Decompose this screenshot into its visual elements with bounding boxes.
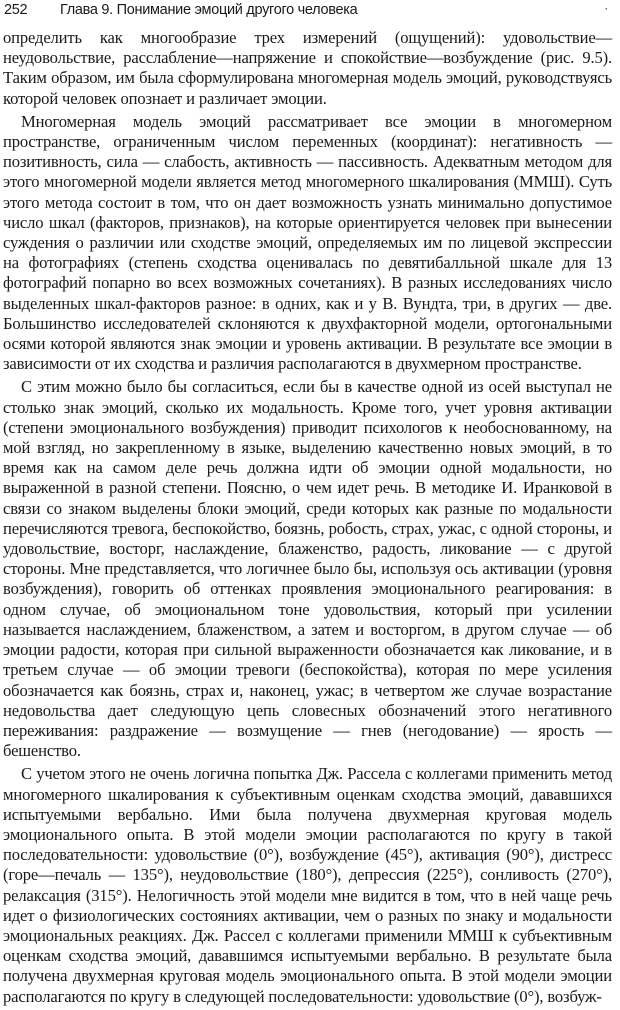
running-head (4, 0, 612, 26)
page-number: 252 (4, 2, 28, 18)
paragraph-modality: С этим можно было бы согласиться, если бы в качестве одной из осей выступал не столько знак эмоций, сколько их модальность. Кроме того, учет уровня активации (степени эмоционального возбуждения) приводит психологов к необоснованному, на мой взгляд, но закрепленному в языке, выделению качественно новых эмоций, в то время как на самом деле речь должна идти об эмоции одной модальности, но выраженной в разной степени. Поясню, о чем идет речь. В методике И. Иранковой в связи со знаком выделены блоки эмоций, среди которых как разные по модальности перечисляются тревога, беспокойство, боязнь, робость, страх, ужас, с одной стороны, и удовольствие, восторг, наслаждение, блаженство, радость, ликование — с другой стороны. Мне представляется, что логичнее было бы, используя ось активации (уровня возбуждения), говорить об оттенках проявления эмоционального реагирования: в одном случае, об эмоциональном тоне удовольствия, который при усилении называется наслаждением, блаженством, а затем и восторгом, в другом случае — об эмоции радости, которая при сильной выраженности обозначается как ликование, и в третьем случае — об эмоции тревоги (беспокойства), которая по мере усиления обозначается как боязнь, страх и, наконец, ужас; в четвертом же случае возрастание недовольства дает следующую цепь словесных обозначений этого негативного переживания: раздражение — возмущение — гнев (негодование) — ярость — бешенство. (3, 377, 612, 761)
paragraph-russell-model: С учетом этого не очень логична попытка Дж. Рассела с коллегами применить метод многомерного шкалирования к субъективным оценкам сходства эмоций, дававшихся испытуемыми вербально. Ими была получена двухмерная круговая модель эмоционального опыта. В этой модели эмоции располагаются по кругу в такой последовательности: удовольствие (0°), возбуждение (45°), активация (90°), дистресс (горе—печаль — 135°), неудовольствие (180°), депрессия (225°), сонливость (270°), релаксация (315°). Нелогичность этой модели мне видится в том, что в ней чаще речь идет о физиологических состояниях активации, чем о разных по знаку и модальности эмоциональных реакциях. Дж. Рассел с коллегами применили ММШ к субъективным оценкам сходства эмоций, дававшимся испытуемыми вербально. В результате была получена двухмерная круговая модель эмоционального опыта. В этой модели эмоции располагаются по кругу в следующей последовательности: удовольствие (0°), возбуж- (3, 764, 612, 1006)
paragraph-multidimensional-model: Многомерная модель эмоций рассматривает все эмоции в многомерном пространстве, ограниченным числом переменных (координат): негативность — позитивность, сила — слабость, активность — пассивность. Адекватным методом для этого многомерной модели является метод многомерного шкалирования (ММШ). Суть этого метода состоит в том, что он дает возможность узнать минимально допустимое число шкал (факторов, признаков), на которые ориентируется человек при вынесении суждения о различии или сходстве эмоций, определяемых им по лицевой экспрессии на фотографиях (степень сходства оценивалась по девятибалльной шкале для 13 фотографий попарно во всех возможных сочетаниях). В разных исследованиях число выделенных шкал-факторов разное: в одних, как и у В. Вундта, три, в других — две. Большинство исследователей склоняются к двухфакторной модели, ортогональными осями которой являются знак эмоции и уровень активации. В результате все эмоции в зависимости от их сходства и различия располагаются в двухмерном пространстве. (3, 111, 612, 374)
header-mark: · (604, 1, 608, 15)
body-text (3, 28, 612, 1010)
chapter-title: Глава 9. Понимание эмоций другого человека (60, 2, 358, 18)
paragraph-continued: определить как многообразие трех измерений (ощущений): удовольствие—неудовольствие, расслабление—напряжение и спокойствие—возбуждение (рис. 9.5). Таким образом, им была сформулирована многомерная модель эмоций, руководствуясь которой человек опознает и различает эмоции. (3, 28, 612, 108)
